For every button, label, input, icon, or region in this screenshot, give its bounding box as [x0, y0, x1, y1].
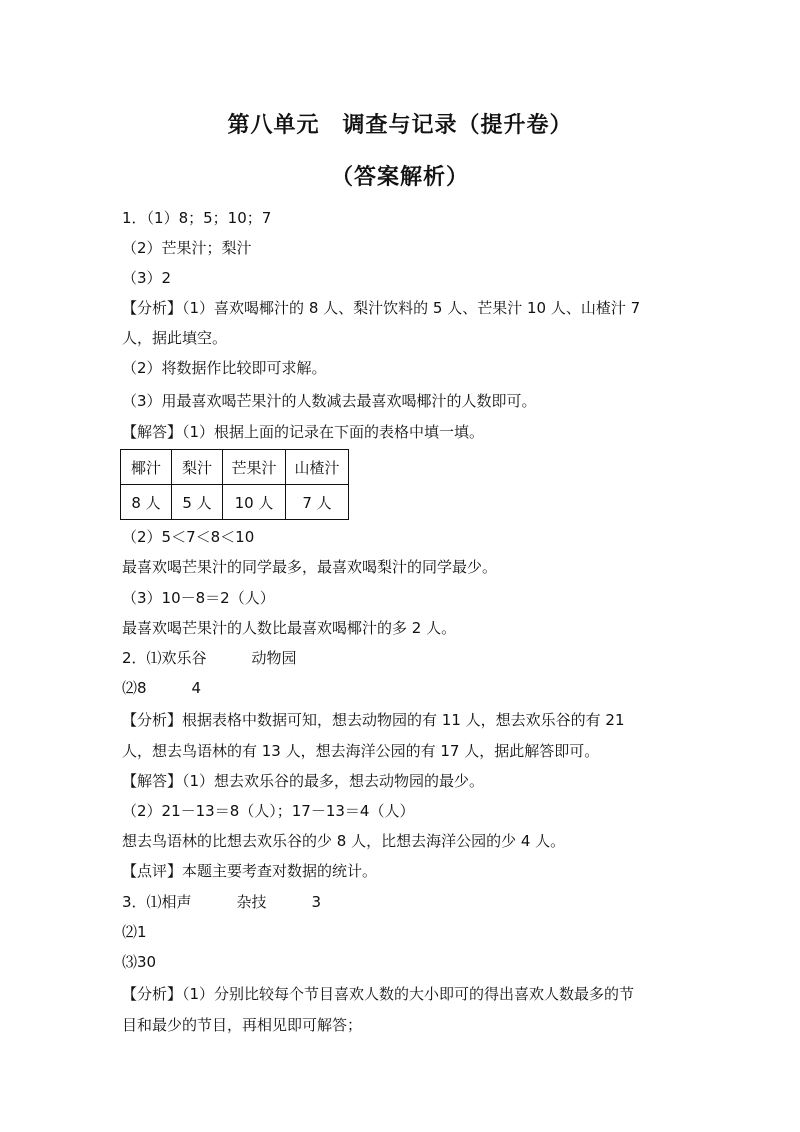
text-line: （3）用最喜欢喝芒果汁的人数减去最喜欢喝椰汁的人数即可。: [122, 392, 537, 410]
text-line: 最喜欢喝芒果汁的同学最多，最喜欢喝梨汁的同学最少。: [122, 558, 498, 576]
text-line: 人，想去鸟语林的有 13 人，想去海洋公园的有 17 人，据此解答即可。: [122, 742, 600, 760]
table-cell: 10 人: [223, 485, 286, 520]
text-line: ⑵8 4: [122, 679, 202, 697]
text-line: 1．（1）8；5；10；7: [122, 209, 272, 227]
text-line: 人，据此填空。: [122, 329, 228, 347]
table-cell: 5 人: [172, 485, 223, 520]
text-line: 目和最少的节目，再相见即可解答；: [122, 1016, 363, 1034]
text-line: 【点评】本题主要考查对数据的统计。: [122, 862, 378, 880]
text-line: （2）芒果汁；梨汁: [122, 239, 252, 257]
table-cell: 8 人: [121, 485, 172, 520]
juice-table: [120, 449, 349, 520]
text-line: 【分析】（1）喜欢喝椰汁的 8 人、梨汁饮料的 5 人、芒果汁 10 人、山楂汁 7: [122, 299, 641, 317]
table-header-cell: 山楂汁: [286, 450, 349, 485]
text-line: 【解答】（1）想去欢乐谷的最多，想去动物园的最少。: [122, 772, 485, 790]
table-header-row: [121, 450, 349, 485]
table-cell: 7 人: [286, 485, 349, 520]
page-subtitle: （答案解析）: [330, 165, 469, 190]
text-line: （2）5＜7＜8＜10: [122, 528, 255, 546]
table-header-cell: 芒果汁: [223, 450, 286, 485]
text-line: 3．⑴相声 杂技 3: [122, 893, 322, 911]
text-line: ⑵1: [122, 923, 147, 941]
text-line: （3）2: [122, 269, 172, 287]
text-line: 最喜欢喝芒果汁的人数比最喜欢喝椰汁的多 2 人。: [122, 619, 457, 637]
text-line: 【解答】（1）根据上面的记录在下面的表格中填一填。: [122, 423, 485, 441]
text-line: （3）10－8＝2（人）: [122, 589, 275, 607]
text-line: 【分析】根据表格中数据可知，想去动物园的有 11 人，想去欢乐谷的有 21: [122, 711, 625, 729]
text-line: ⑶30: [122, 953, 157, 971]
text-line: 【分析】（1）分别比较每个节目喜欢人数的大小即可的得出喜欢人数最多的节: [122, 985, 635, 1003]
text-line: 想去鸟语林的比想去欢乐谷的少 8 人，比想去海洋公园的少 4 人。: [122, 832, 566, 850]
table-row: [121, 485, 349, 520]
text-line: 2．⑴欢乐谷 动物园: [122, 649, 297, 667]
page-title: 第八单元 调查与记录（提升卷）: [227, 113, 573, 138]
text-line: （2）将数据作比较即可求解。: [122, 359, 327, 377]
text-line: （2）21－13＝8（人）；17－13＝4（人）: [122, 802, 415, 820]
table-header-cell: 梨汁: [172, 450, 223, 485]
table-header-cell: 椰汁: [121, 450, 172, 485]
